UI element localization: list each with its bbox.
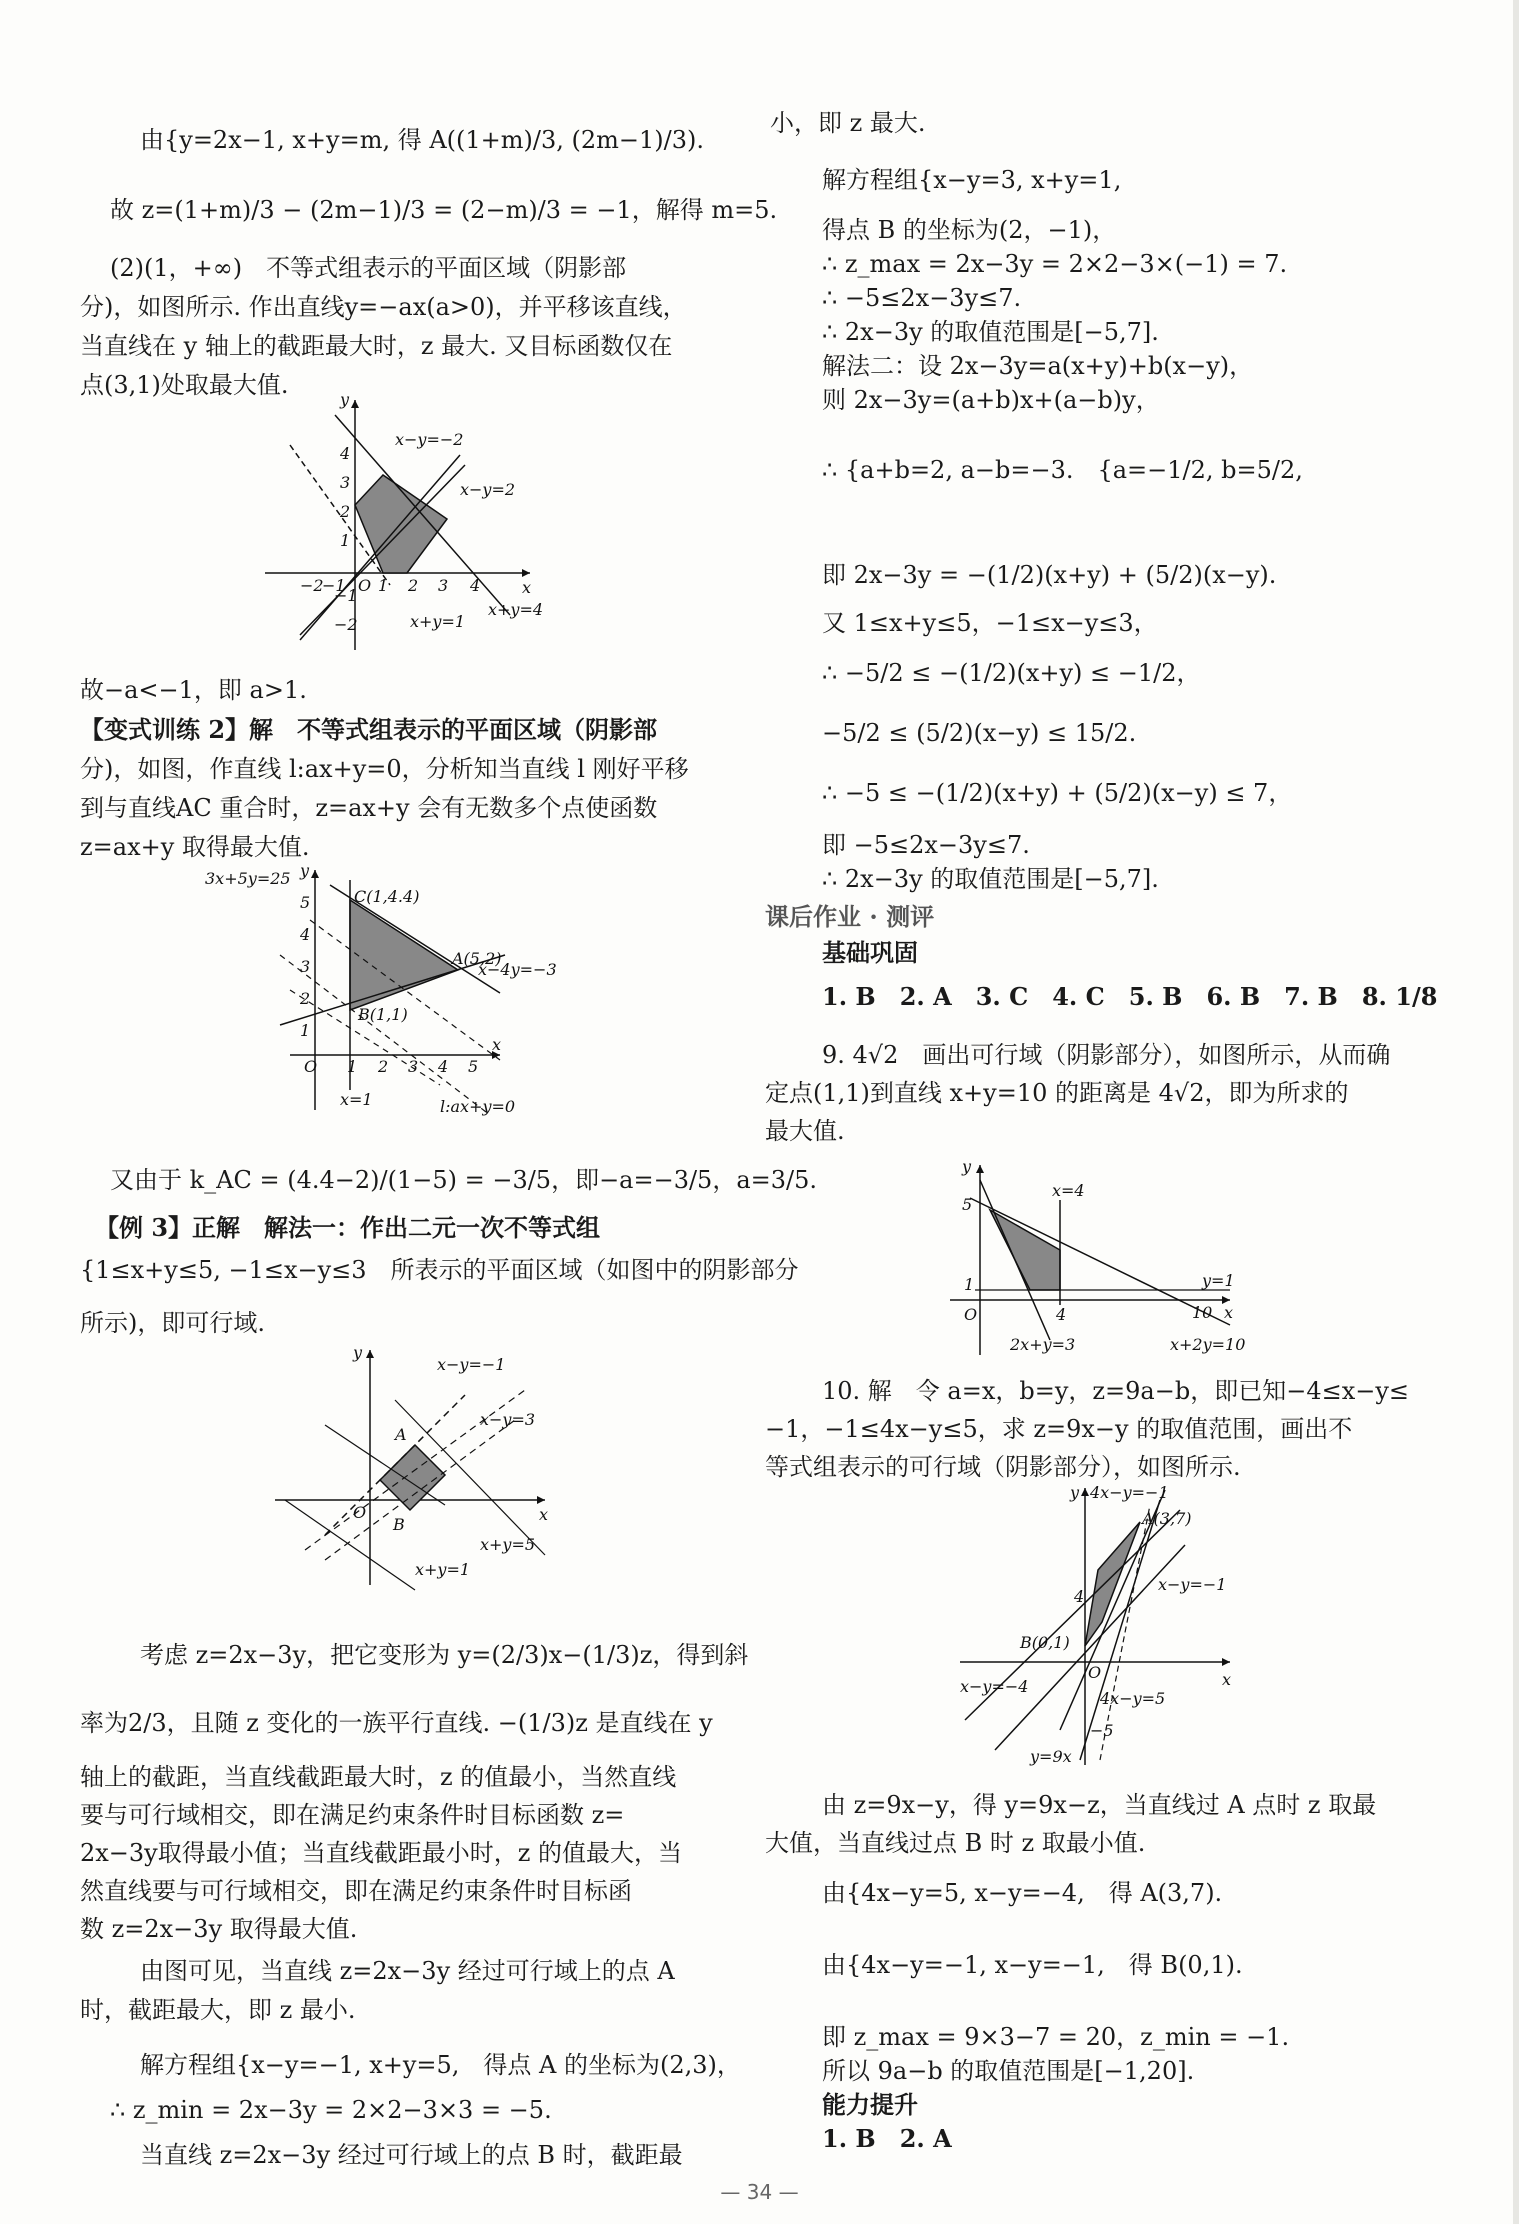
text-line: z=ax+y 取得最大值. [80,833,310,861]
svg-text:y: y [300,861,310,880]
svg-text:3: 3 [408,1057,419,1076]
svg-text:4: 4 [300,925,311,944]
text-line: 考虑 z=2x−3y，把它变形为 y=(2/3)x−(1/3)z，得到斜 [140,1641,749,1669]
page-edge-strip [1513,0,1519,2224]
svg-text:x+y=1: x+y=1 [415,1560,471,1579]
text-line: 到与直线AC 重合时，z=ax+y 会有无数多个点使函数 [80,794,658,822]
svg-text:B: B [393,1515,405,1534]
svg-text:x+y=5: x+y=5 [480,1535,536,1554]
text-line: 定点(1,1)到直线 x+y=10 的距离是 4√2，即为所求的 [765,1079,1349,1107]
text-line: ∴ −5 ≤ −(1/2)(x+y) + (5/2)(x−y) ≤ 7， [822,779,1293,807]
svg-text:5: 5 [468,1057,479,1076]
svg-text:1: 1 [378,576,389,595]
svg-text:y: y [962,1157,972,1176]
text-line: 当直线 z=2x−3y 经过可行域上的点 B 时，截距最 [140,2141,683,2169]
text-line: 大值，当直线过点 B 时 z 取最小值. [765,1829,1146,1857]
svg-text:2: 2 [300,989,311,1008]
svg-text:x−y=−1: x−y=−1 [437,1355,506,1374]
svg-text:3: 3 [438,576,449,595]
text-line: 由 z=9x−y，得 y=9x−z，当直线过 A 点时 z 取最 [822,1791,1377,1819]
text-line: 解方程组{x−y=3, x+y=1, [822,166,1122,194]
text-line: 由{4x−y=5, x−y=−4, 得 A(3,7). [822,1879,1223,1907]
text-line: ∴ z_max = 2x−3y = 2×2−3×(−1) = 7. [822,250,1288,278]
svg-text:−1: −1 [334,586,358,605]
text-line: 率为2/3，且随 z 变化的一族平行直线. −(1/3)z 是直线在 y [80,1709,713,1737]
svg-text:O: O [353,1503,367,1522]
text-line: (2)(1，+∞) 不等式组表示的平面区域（阴影部 [110,254,627,282]
svg-text:x: x [1224,1303,1234,1322]
line-label: x−y=−2 [395,430,464,449]
svg-text:4: 4 [470,576,481,595]
text-line: 所示)，即可行域. [80,1309,265,1337]
svg-text:1: 1 [300,1021,311,1040]
svg-text:y=9x: y=9x [1030,1747,1072,1766]
exercise-heading: 【变式训练 2】解 不等式组表示的平面区域（阴影部 [80,715,658,744]
text-line: 由图可见，当直线 z=2x−3y 经过可行域上的点 A [140,1957,675,1985]
origin-label: O [358,576,372,595]
svg-text:O: O [964,1305,978,1324]
svg-text:C(1,4.4): C(1,4.4) [354,887,420,906]
svg-text:A(3,7): A(3,7) [1142,1509,1192,1528]
svg-text:2x+y=3: 2x+y=3 [1010,1335,1076,1354]
line-label: x+y=4 [488,600,544,619]
text-line: 数 z=2x−3y 取得最大值. [80,1915,358,1943]
text-line: 然直线要与可行域相交，即在满足约束条件时目标函 [80,1877,632,1905]
text-line: −1，−1≤4x−y≤5，求 z=9x−y 的取值范围，画出不 [765,1415,1353,1443]
svg-text:x=1: x=1 [340,1090,373,1109]
text-line: 故−a<−1，即 a>1. [80,676,307,704]
svg-text:−2: −2 [300,576,324,595]
figure-4 [930,1150,1250,1364]
text-line: ∴ z_min = 2x−3y = 2×2−3×3 = −5. [110,2096,552,2124]
svg-text:1: 1 [347,1057,358,1076]
svg-text:−2: −2 [334,615,358,634]
text-line: 又 1≤x+y≤5，−1≤x−y≤3， [822,609,1158,637]
svg-text:y=1: y=1 [1202,1271,1235,1290]
text-line: 10. 解 令 a=x，b=y，z=9a−b，即已知−4≤x−y≤ [822,1377,1410,1405]
figure-2 [200,860,557,1124]
svg-text:3: 3 [300,957,311,976]
svg-text:2: 2 [340,502,351,521]
line-label: x+y=1 [410,612,466,631]
svg-text:x−y=3: x−y=3 [480,1410,536,1429]
text-line: 等式组表示的可行域（阴影部分），如图所示. [765,1453,1241,1481]
svg-text:4x−y=5: 4x−y=5 [1100,1689,1166,1708]
subsection-title: 基础巩固 [822,938,918,967]
svg-text:y: y [353,1343,363,1362]
svg-text:A: A [395,1425,407,1444]
svg-text:x−4y=−3: x−4y=−3 [478,960,557,979]
text-line: 即 z_max = 9×3−7 = 20，z_min = −1. [822,2023,1290,2051]
figure-1 [260,390,544,659]
svg-text:3x+5y=25: 3x+5y=25 [205,869,291,888]
svg-text:4x−y=−1: 4x−y=−1 [1090,1483,1169,1502]
text-line: 分)，如图，作直线 l:ax+y=0，分析知当直线 l 刚好平移 [80,755,689,783]
text-line: 得点 B 的坐标为(2，−1)， [822,216,1117,244]
svg-text:4: 4 [438,1057,449,1076]
svg-text:y: y [1070,1483,1080,1502]
section-title: 课后作业 · 测评 [765,902,935,931]
svg-text:x−y=−4: x−y=−4 [960,1677,1029,1696]
text-line: 要与可行域相交，即在满足约束条件时目标函数 z= [80,1801,625,1829]
svg-text:B(1,1): B(1,1) [358,1005,408,1024]
svg-text:1: 1 [340,531,351,550]
text-line: 由{y=2x−1, x+y=m, 得 A((1+m)/3, (2m−1)/3). [140,126,704,154]
subsection-title: 能力提升 [822,2090,918,2119]
svg-text:4: 4 [1056,1305,1067,1324]
svg-text:4: 4 [1074,1587,1085,1606]
figure-5 [950,1480,1240,1774]
svg-text:A(5,2): A(5,2) [452,949,502,968]
text-line: 轴上的截距，当直线截距最大时，z 的值最小，当然直线 [80,1763,677,1791]
text-line: ∴ {a+b=2, a−b=−3. {a=−1/2, b=5/2, [822,456,1303,484]
example-heading: 【例 3】正解 解法一：作出二元一次不等式组 [95,1213,601,1242]
svg-text:2: 2 [378,1057,389,1076]
text-line: ∴ 2x−3y 的取值范围是[−5,7]. [822,865,1159,893]
svg-text:4: 4 [340,444,351,463]
text-line: ∴ −5/2 ≤ −(1/2)(x+y) ≤ −1/2， [822,659,1201,687]
text-line: 即 2x−3y = −(1/2)(x+y) + (5/2)(x−y). [822,561,1277,589]
text-line: 解法二：设 2x−3y=a(x+y)+b(x−y)， [822,352,1254,380]
svg-text:5: 5 [300,893,311,912]
text-line: 故 z=(1+m)/3 − (2m−1)/3 = (2−m)/3 = −1，解得 m=5. [110,196,778,224]
text-line: 9. 4√2 画出可行域（阴影部分），如图所示，从而确 [822,1041,1391,1069]
text-line: ∴ 2x−3y 的取值范围是[−5,7]. [822,318,1159,346]
svg-text:5: 5 [962,1195,973,1214]
svg-text:3: 3 [340,473,351,492]
svg-text:x−y=−1: x−y=−1 [1158,1575,1227,1594]
svg-text:−1: −1 [322,576,346,595]
text-line: 所以 9a−b 的取值范围是[−1,20]. [822,2057,1195,2085]
text-line: −5/2 ≤ (5/2)(x−y) ≤ 15/2. [822,719,1137,747]
svg-text:O: O [1088,1663,1102,1682]
svg-text:x: x [539,1505,549,1524]
svg-text:B(0,1): B(0,1) [1020,1633,1070,1652]
text-line: 又由于 k_AC = (4.4−2)/(1−5) = −3/5，即−a=−3/5，a=3/5. [110,1166,818,1194]
text-line: 则 2x−3y=(a+b)x+(a−b)y， [822,386,1160,414]
svg-text:−5: −5 [1090,1721,1114,1740]
text-line: 最大值. [765,1117,845,1145]
text-line: 解方程组{x−y=−1, x+y=5, 得点 A 的坐标为(2,3)， [140,2051,741,2079]
answer-list: 1. B 2. A 3. C 4. C 5. B 6. B 7. B 8. 1/8 [822,982,1438,1011]
svg-text:x: x [1222,1670,1232,1689]
text-line: 当直线在 y 轴上的截距最大时，z 最大. 又目标函数仅在 [80,332,673,360]
svg-text:x+2y=10: x+2y=10 [1170,1335,1246,1354]
svg-text:1: 1 [964,1275,975,1294]
text-line: 分)，如图所示. 作出直线y=−ax(a>0)，并平移该直线， [80,293,687,321]
text-line: {1≤x+y≤5, −1≤x−y≤3 所表示的平面区域（如图中的阴影部分 [80,1256,799,1284]
text-line: 由{4x−y=−1, x−y=−1, 得 B(0,1). [822,1951,1243,1979]
text-line: 2x−3y取得最小值；当直线截距最小时，z 的值最大，当 [80,1839,683,1867]
axis-label-y: y [340,390,350,409]
axis-label-x: x [522,578,532,597]
text-line: 即 −5≤2x−3y≤7. [822,831,1030,859]
text-line: 点(3,1)处取最大值. [80,371,289,399]
figure-3 [265,1340,555,1594]
svg-text:l:ax+y=0: l:ax+y=0 [440,1097,516,1116]
svg-text:x=4: x=4 [1052,1181,1085,1200]
svg-text:10: 10 [1192,1303,1213,1322]
page-number: — 34 — [720,2180,799,2204]
line-label: x−y=2 [460,480,516,499]
svg-text:O: O [304,1057,318,1076]
svg-text:x: x [492,1035,502,1054]
svg-text:2: 2 [408,576,419,595]
text-line: 小，即 z 最大. [770,109,926,137]
text-line: ∴ −5≤2x−3y≤7. [822,284,1022,312]
answer-list: 1. B 2. A [822,2124,952,2153]
text-line: 时，截距最大，即 z 最小. [80,1996,356,2024]
